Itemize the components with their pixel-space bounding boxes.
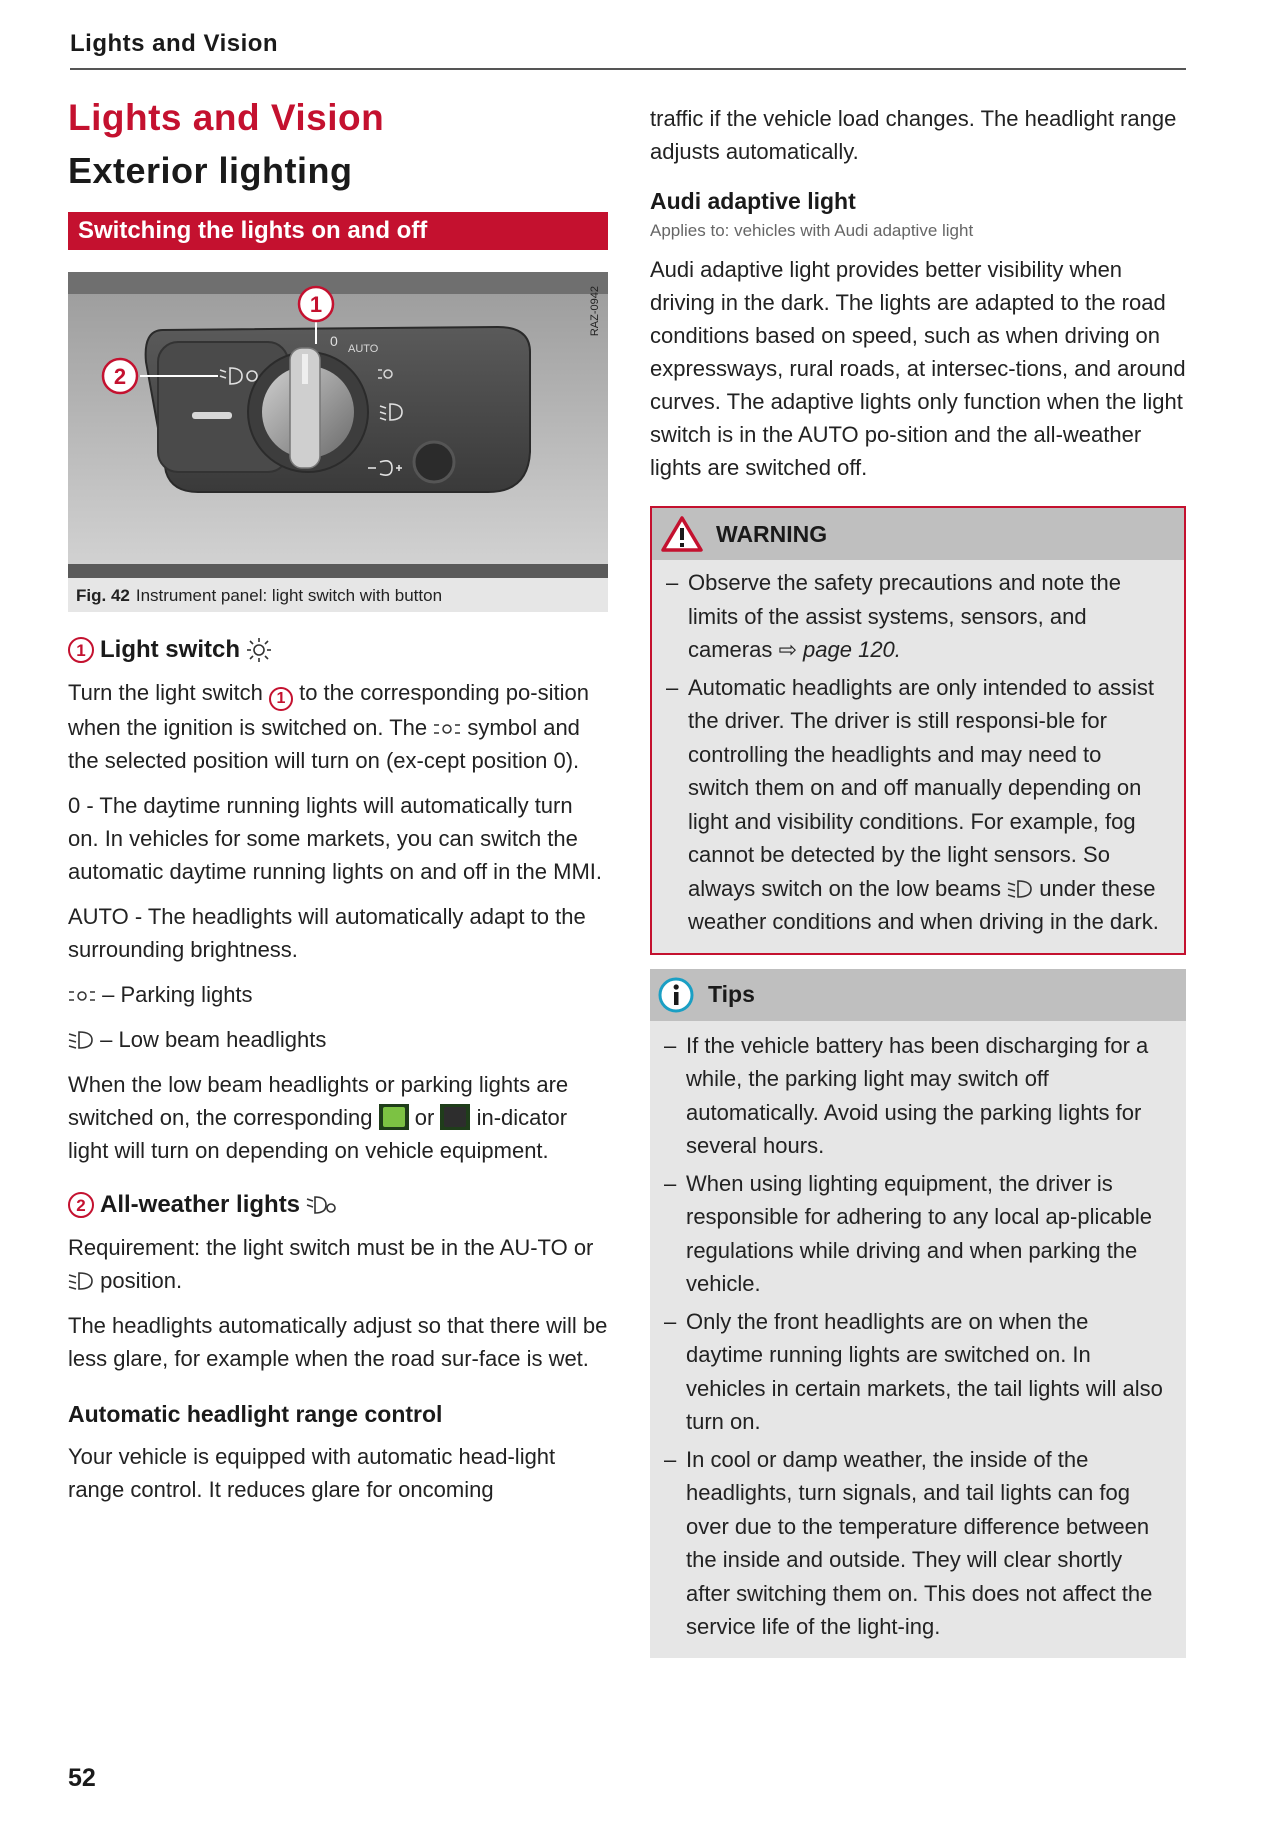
chapter-title: Lights and Vision: [68, 97, 385, 138]
inline-number-1: 1: [269, 687, 293, 711]
warning-item: [666, 671, 1166, 939]
tips-title: Tips: [708, 981, 755, 1007]
tips-box: [650, 969, 1186, 1658]
all-weather-para-2: The headlights automatically adjust so that there will be less glare, for example when the road sur-face is wet.: [68, 1313, 608, 1372]
light-switch-icon: [246, 637, 272, 663]
low-beam-line: [68, 1023, 608, 1056]
page-number: 52: [68, 1764, 96, 1792]
adaptive-light-applies: Applies to: vehicles with Audi adaptive light: [650, 221, 974, 240]
text-run: under these weather conditions and when driving in the dark.: [688, 875, 1159, 934]
light-switch-para-6: [68, 1068, 608, 1167]
position-zero-label: 0: [330, 333, 338, 350]
text-run: Turn the light switch: [68, 680, 263, 706]
tip-item: – Only the front headlights are on when the daytime running lights are switched on. In vehicles in certain markets, the tail lights will also turn on.: [664, 1305, 1168, 1439]
low-beam-icon: [68, 1030, 94, 1050]
light-switch-heading: [68, 636, 608, 664]
section-title: Exterior lighting: [68, 150, 353, 192]
callout-2: 2: [113, 364, 127, 390]
figure-caption: [68, 578, 608, 612]
all-weather-light-icon: [306, 1194, 336, 1216]
text-run: – Parking lights: [102, 982, 253, 1008]
light-switch-para-1: [68, 676, 608, 777]
item-number-2: 2: [68, 1192, 94, 1218]
tip-item: – In cool or damp weather, the inside of the headlights, turn signals, and tail lights can fog over due to the temperature difference between the inside and outside. They will clear shortly after switching them on. This does not affect the service life of the light-ing.: [664, 1443, 1168, 1644]
text-run: symbol and the selected position will turn on (ex-cept position 0).: [68, 715, 580, 774]
header-divider: [70, 68, 1186, 70]
tip-item: – If the vehicle battery has been discharging for a while, the parking light may switch off automatically. Avoid using the parking lights for several hours.: [664, 1029, 1168, 1163]
parking-lights-line: [68, 978, 608, 1011]
text-run: – Low beam headlights: [100, 1027, 327, 1053]
low-beam-icon: [68, 1271, 94, 1291]
right-column: [650, 102, 1186, 1658]
warning-box: [650, 506, 1186, 955]
warning-header: [652, 508, 1184, 560]
text-run: position.: [100, 1268, 183, 1294]
tip-item: – When using lighting equipment, the driver is responsible for adhering to any local ap-plicable regulations while driving and when parking the vehicle.: [664, 1167, 1168, 1301]
text-run: or: [414, 1105, 435, 1131]
text-run: Observe the safety precautions and note the limits of the assist systems, sensors, and cameras: [688, 570, 1121, 662]
running-header: Lights and Vision: [70, 30, 279, 57]
text-run: When the low beam headlights or parking lights are switched on, the corresponding: [68, 1072, 569, 1131]
range-control-heading: Automatic headlight range control: [68, 1401, 443, 1428]
text-run: Requirement: the light switch must be in the AU-TO or: [68, 1235, 594, 1261]
adaptive-light-heading: Audi adaptive light: [650, 188, 856, 214]
text-run: in-dicator light will turn on depending on vehicle equipment.: [68, 1105, 568, 1164]
figure-label: Fig. 42: [76, 586, 130, 606]
page-reference-link[interactable]: ⇨ page 120.: [778, 637, 901, 662]
low-beam-indicator-icon: [379, 1104, 409, 1130]
callout-1: 1: [309, 292, 323, 318]
info-icon: [658, 977, 694, 1013]
adaptive-light-para: Audi adaptive light provides better visibility when driving in the dark. The lights are adapted to the road conditions based on speed, such as when driving on expressways, rural roads, at intersec-tions, and around curves. The adaptive lights only function when the light switch is in the AUTO po-sition and the all-weather lights are switched off.: [650, 257, 1186, 480]
warning-title: WARNING: [716, 520, 828, 547]
figure-42: [68, 272, 608, 612]
text-run: Automatic headlights are only intended to assist the driver. The driver is still responsi-ble for controlling the headlights and may need to switch them on and off manually depending on light and visibility conditions. For example, fog cannot be detected by the light sensors. So always switch on the low beams: [688, 674, 1154, 901]
text-run: to the corresponding po-sition when the ignition is switched on. The: [68, 680, 589, 741]
light-switch-title: Light switch: [100, 636, 240, 664]
position-auto-label: AUTO: [348, 343, 379, 356]
all-weather-para-1: [68, 1231, 608, 1297]
range-control-continuation: traffic if the vehicle load changes. The headlight range adjusts automatically.: [650, 106, 1177, 164]
parking-light-icon: [433, 720, 461, 738]
low-beam-icon: [1007, 879, 1033, 899]
warning-item: [666, 566, 1166, 667]
tips-list: [650, 1021, 1186, 1658]
range-control-para: Your vehicle is equipped with automatic head-light range control. It reduces glare for oncoming: [68, 1444, 556, 1503]
figure-caption-text: Instrument panel: light switch with button: [135, 586, 443, 606]
all-weather-heading: [68, 1191, 608, 1219]
warning-list: [652, 560, 1184, 953]
light-switch-illustration: [68, 272, 608, 578]
tips-header: [650, 969, 1186, 1021]
light-switch-para-3: AUTO - The headlights will automatically adapt to the surrounding brightness.: [68, 904, 586, 963]
light-switch-para-2: 0 - The daytime running lights will automatically turn on. In vehicles for some markets, you can switch the automatic daytime running lights on and off in the MMI.: [68, 793, 602, 885]
all-weather-title: All-weather lights: [100, 1191, 301, 1219]
parking-light-indicator-icon: [440, 1104, 470, 1130]
item-number-1: 1: [68, 637, 94, 663]
figure-code: RAZ-0942: [589, 286, 601, 337]
topic-banner: Switching the lights on and off: [68, 212, 608, 250]
warning-triangle-icon: [660, 515, 704, 553]
left-column: [68, 96, 608, 1506]
parking-light-icon: [68, 987, 96, 1005]
